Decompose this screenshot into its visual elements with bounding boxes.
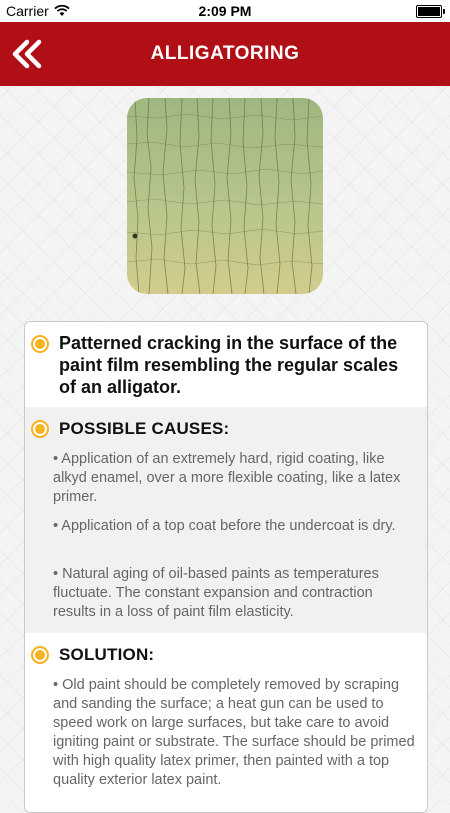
bullet-icon [31, 646, 49, 664]
possible-causes-section [25, 407, 427, 633]
status-time: 2:09 PM [198, 3, 252, 19]
page-title: ALLIGATORING [150, 43, 300, 64]
solution-title: SOLUTION: [59, 645, 155, 664]
info-card [24, 321, 428, 813]
bullet-icon [31, 335, 49, 353]
nav-bar [0, 22, 450, 86]
bullet-icon [31, 420, 49, 438]
cause-item: • Application of an extremely hard, rigid coating, like alkyd enamel, over a more flexible coating, like a latex primer. [53, 451, 401, 505]
intro-text: Patterned cracking in the surface of the paint film resembling the regular scales of an alligator. [59, 333, 399, 397]
cause-item: • Application of a top coat before the undercoat is dry. [53, 518, 396, 534]
solution-item: • Old paint should be completely removed by scraping and sanding the surface; a heat gun can be used to speed work on large surfaces, but take care to avoid igniting paint or substrate. The surface should be primed with high quality latex primer, then painted with a top quality exterior latex paint. [53, 677, 415, 788]
causes-title: POSSIBLE CAUSES: [59, 419, 230, 438]
solution-section [25, 633, 427, 813]
status-bar [0, 0, 450, 22]
carrier-label: Carrier [6, 3, 49, 19]
cause-item: • Natural aging of oil-based paints as temperatures fluctuate. The constant expansion and contraction results in a loss of paint film elasticity. [53, 566, 379, 620]
battery-icon [416, 5, 442, 18]
intro-section [25, 322, 427, 406]
alligatoring-image [127, 98, 323, 294]
